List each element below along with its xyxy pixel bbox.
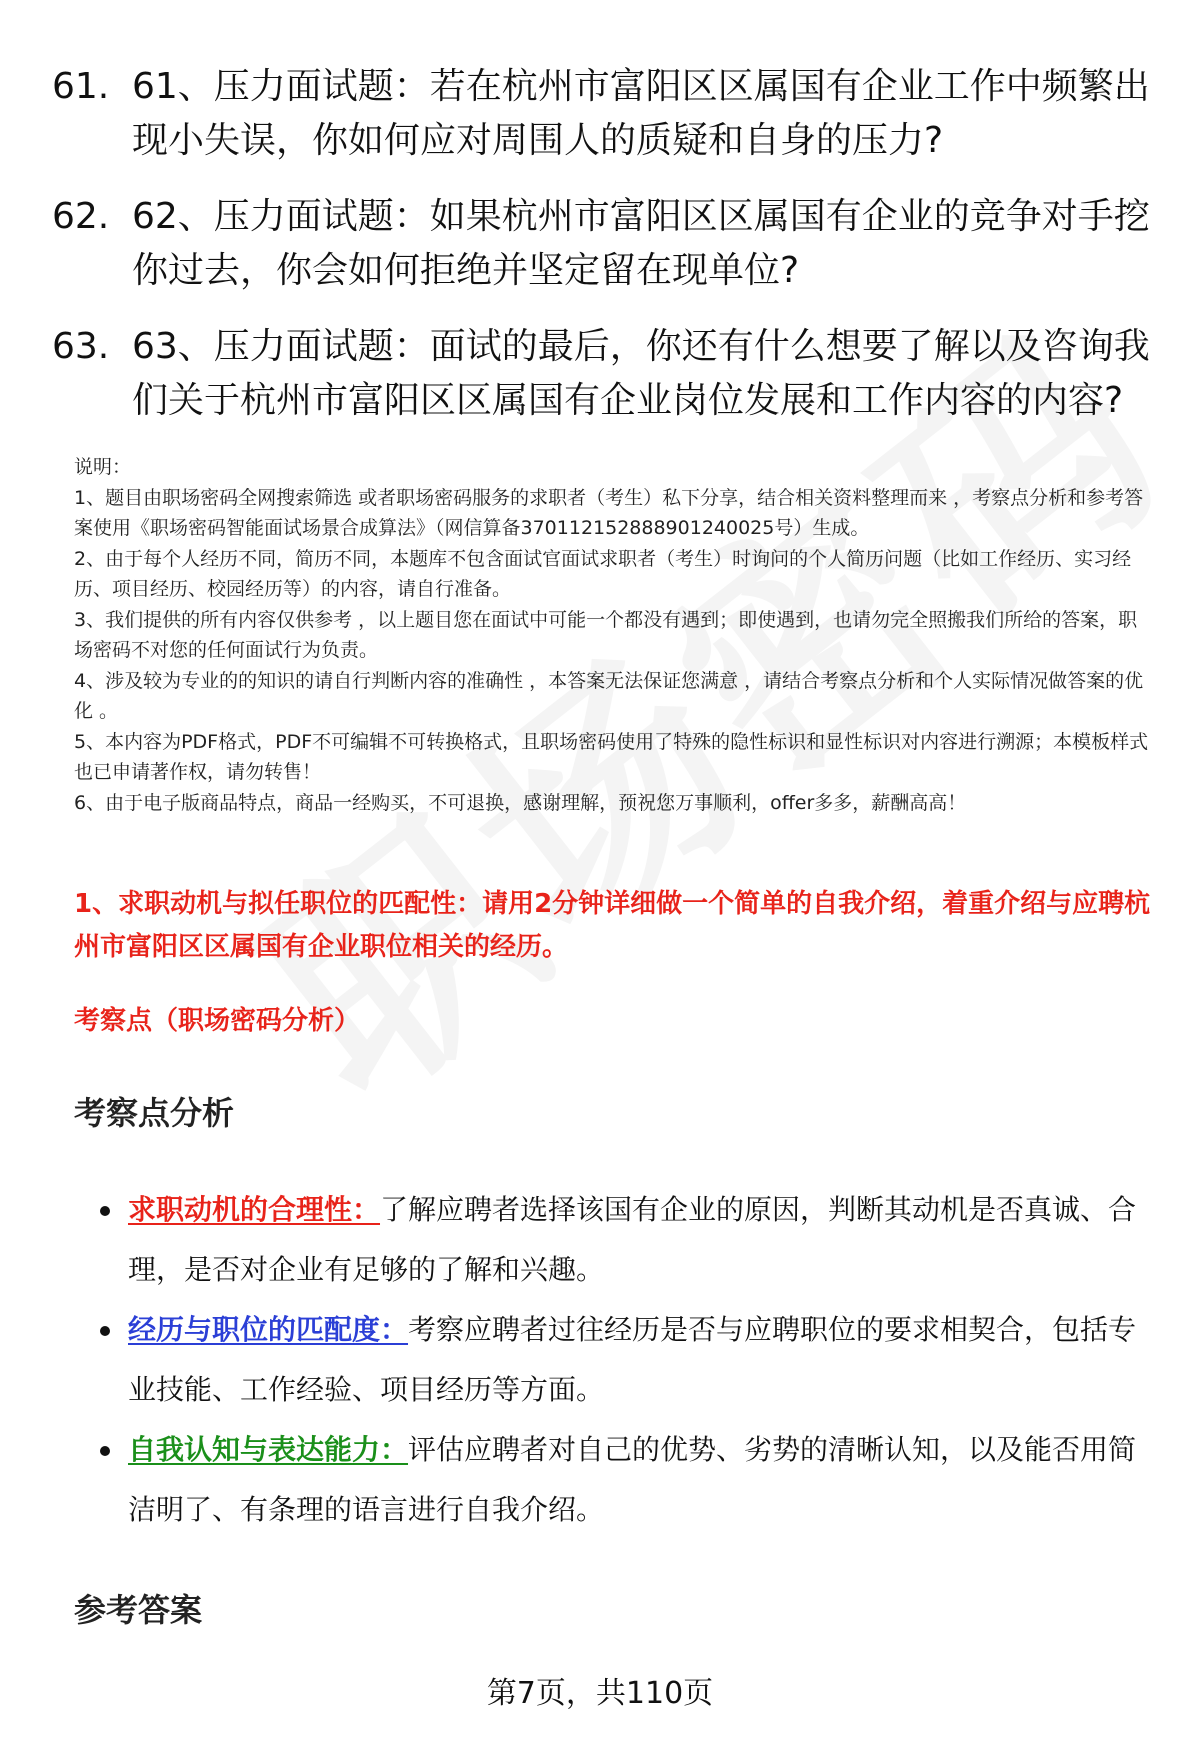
bullet-text: 考察应聘者过往经历是否与应聘职位的要求相契合，包括专业技能、工作经验、项目经历等方面。 (128, 1313, 1137, 1406)
note-item: 2、由于每个人经历不同，简历不同，本题库不包含面试官面试求职者（考生）时询问的个人简历问题（比如工作经历、实习经历、项目经历、校园经历等）的内容，请自行准备。 (74, 547, 1132, 600)
analysis-heading: 考察点分析 (74, 1094, 235, 1132)
note-item: 6、由于电子版商品特点，商品一经购买，不可退换，感谢理解，预祝您万事顺利，offer多多，薪酬高高！ (74, 791, 967, 814)
note-item: 5、本内容为PDF格式，PDF不可编辑不可转换格式，且职场密码使用了特殊的隐性标识和显性标识对内容进行溯源；本模板样式也已申请著作权，请勿转售！ (74, 730, 1149, 783)
question-item (52, 320, 1162, 428)
question-number: 62. (52, 196, 110, 237)
sub-heading: 考察点（职场密码分析） (74, 1006, 361, 1036)
note-item: 4、涉及较为专业的的知识的请自行判断内容的准确性 ，本答案无法保证您满意 ，请结合考察点分析和个人实际情况做答案的优化 。 (74, 669, 1144, 722)
question-item (52, 60, 1162, 168)
bullet-item (100, 1420, 1150, 1540)
question-number: 63. (52, 326, 110, 367)
bullet-text: 了解应聘者选择该国有企业的原因，判断其动机是否真诚、合理，是否对企业有足够的了解和兴趣。 (128, 1193, 1137, 1286)
bullet-item (100, 1300, 1150, 1420)
analysis-bullets (100, 1180, 1150, 1540)
page-footer: 第7页，共110页 (486, 1676, 714, 1711)
notes-section (74, 452, 1154, 818)
question-number: 61. (52, 66, 110, 107)
bullet-dot-icon (100, 1446, 110, 1456)
note-item: 3、我们提供的所有内容仅供参考 ，以上题目您在面试中可能一个都没有遇到；即使遇到，也请勿完全照搬我们所给的答案，职场密码不对您的任何面试行为负责。 (74, 608, 1138, 661)
answer-heading: 参考答案 (74, 1591, 203, 1629)
bullet-dot-icon (100, 1206, 110, 1216)
question-text: 61、压力面试题：若在杭州市富阳区区属国有企业工作中频繁出现小失误，你如何应对周围人的质疑和自身的压力? (132, 66, 1150, 161)
question-text: 62、压力面试题：如果杭州市富阳区区属国有企业的竞争对手挖你过去，你会如何拒绝并坚定留在现单位? (132, 196, 1150, 291)
bullet-dot-icon (100, 1326, 110, 1336)
bullet-keyword: 求职动机的合理性： (128, 1193, 381, 1226)
bullet-keyword: 经历与职位的匹配度： (128, 1313, 409, 1346)
bullet-text: 评估应聘者对自己的优势、劣势的清晰认知，以及能否用简洁明了、有条理的语言进行自我介绍。 (128, 1433, 1137, 1526)
question-item (52, 190, 1162, 298)
note-item: 1、题目由职场密码全网搜索筛选 或者职场密码服务的求职者（考生）私下分享，结合相关资料整理而来 ，考察点分析和参考答案使用《职场密码智能面试场景合成算法》（网信算备370112152888901240025号）生成。 (74, 486, 1144, 539)
main-question: 1、求职动机与拟任职位的匹配性：请用2分钟详细做一个简单的自我介绍，着重介绍与应聘杭州市富阳区区属国有企业职位相关的经历。 (74, 889, 1151, 962)
bullet-item (100, 1180, 1150, 1300)
question-text: 63、压力面试题：面试的最后，你还有什么想要了解以及咨询我们关于杭州市富阳区区属国有企业岗位发展和工作内容的内容? (132, 326, 1150, 421)
notes-title: 说明： (74, 456, 132, 478)
question-list (52, 60, 1162, 450)
bullet-keyword: 自我认知与表达能力： (128, 1433, 409, 1466)
